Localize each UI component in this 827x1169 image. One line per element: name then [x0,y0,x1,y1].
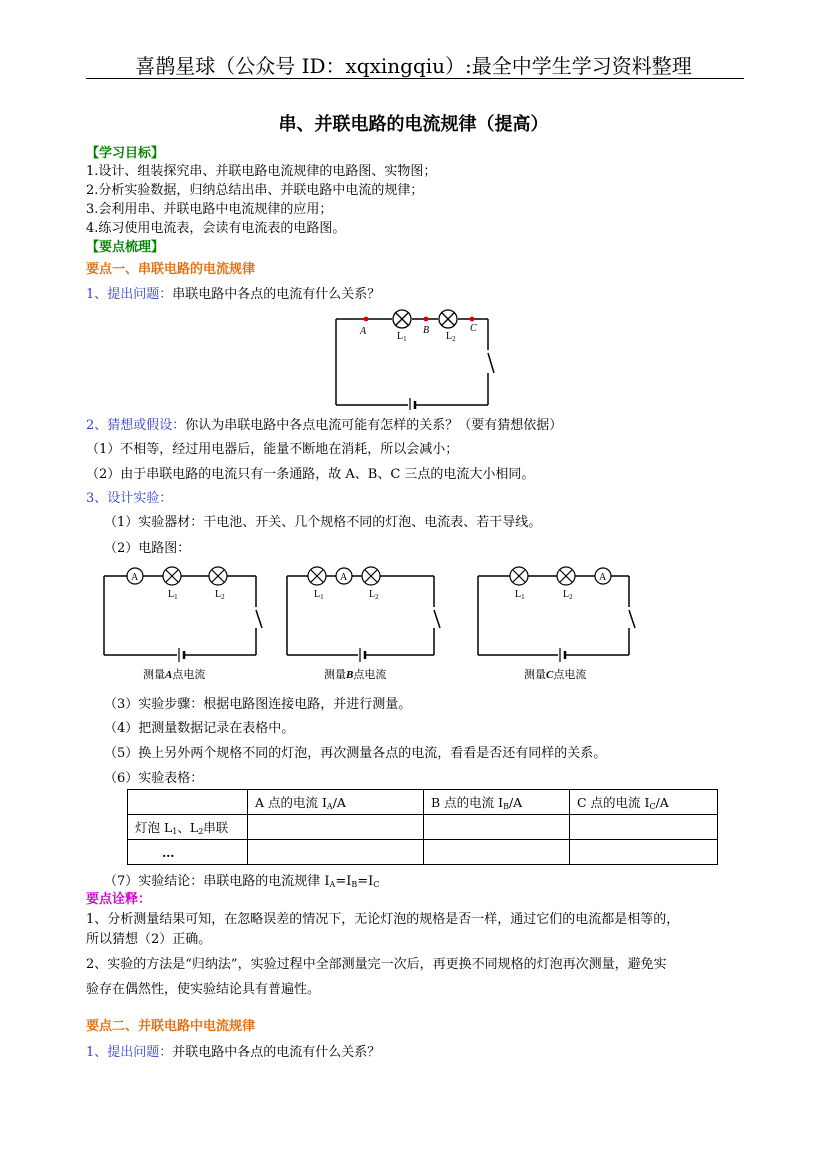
explain-2-line2: 验存在偶然性，使实验结论具有普遍性。 [86,982,321,997]
experiment-table [127,789,718,865]
label-l2: $L_2$ [446,331,456,343]
label-l1: $L_1$ [397,331,407,343]
table-cell [570,815,718,840]
circuit-measure-b [287,567,440,681]
step-4: （4）把测量数据记录在表格中。 [104,721,295,736]
ammeter-label: A [340,572,348,583]
lamp-l2-icon [362,567,380,585]
conclusion: （7）实验结论：串联电路的电流规律 $I_A=I_B=I_C$ [104,874,380,889]
table-row [128,790,718,815]
measurement-circuits-figure [95,562,740,688]
battery-icon [560,648,565,662]
equipment-text: （1）实验器材：干电池、开关、几个规格不同的灯泡、电流表、若干导线。 [104,515,542,530]
table-cell [248,840,424,865]
caption-measure-b: 测量B点电流 [324,669,387,681]
label-b: B [423,325,430,336]
point2-question1 [86,1045,380,1061]
explain-heading: 要点诠释： [86,892,152,907]
question-label: 1、提出问题： [86,1045,173,1060]
series-circuit-figure [330,305,500,410]
guess-2: （2）由于串联电路的电流只有一条通路，故 A、B、C 三点的电流大小相同。 [86,467,535,482]
header-rule [86,78,744,79]
label-a: A [360,326,367,337]
step-3: （3）实验步骤：根据电路图连接电路，并进行测量。 [104,697,412,712]
label-l2: $L_2$ [563,589,573,601]
point1-question3: 3、设计实验： [86,491,173,506]
table-cell: … [128,840,248,865]
lamp-l2-icon [439,310,457,328]
point-c-dot [470,317,475,322]
guess-1: （1）不相等，经过用电器后，能量不断地在消耗，所以会减小； [86,442,459,457]
question-label: 2、猜想或假设： [86,418,186,433]
question-text: 并联电路中各点的电流有什么关系？ [172,1045,381,1060]
keypoints-heading: 【要点梳理】 [86,240,165,255]
lamp-l2-icon [209,567,227,585]
explain-2-line1: 2、实验的方法是“归纳法”，实验过程中全部测量完一次后，再更换不同规格的灯泡再次测量，避免实 [86,957,667,972]
goal-item: 2.分析实验数据，归纳总结出串、并联电路中电流的规律； [86,183,424,198]
table-row [128,840,718,865]
goal-item: 1.设计、组装探究串、并联电路电流规律的电路图、实物图； [86,164,437,179]
question-text: 串联电路中各点的电流有什么关系？ [172,287,381,302]
table-cell: 灯泡 $L_1$、$L_2$串联 [128,815,248,840]
page-title: 串、并联电路的电流规律（提高） [278,114,549,135]
label-l2: $L_2$ [369,589,379,601]
table-cell [424,840,570,865]
point-b-dot [424,317,429,322]
table-cell [128,790,248,815]
table-cell: B 点的电流 $I_B/A$ [424,790,570,815]
lamp-l1-icon [163,567,181,585]
step-5: （5）换上另外两个规格不同的灯泡，再次测量各点的电流，看看是否还有同样的关系。 [104,746,607,761]
goals-heading: 【学习目标】 [86,146,165,161]
battery-icon [360,648,365,662]
question-label: 1、提出问题： [86,287,173,302]
explain-1-line2: 所以猜想（2）正确。 [86,932,212,947]
label-l1: $L_1$ [168,589,178,601]
circuit-measure-c [478,567,635,681]
point1-question1 [86,287,380,303]
circuit-measure-a [104,567,262,681]
caption-measure-a: 测量A点电流 [143,669,206,681]
page-header: 喜鹊星球（公众号 ID：xqxingqiu）:最全中学生学习资料整理 [135,54,692,78]
ammeter-label: A [599,572,607,583]
label-l1: $L_1$ [314,589,324,601]
goal-item: 3.会利用串、并联电路中电流规律的应用； [86,202,333,217]
ammeter-label: A [131,572,139,583]
point1-heading: 要点一、串联电路的电流规律 [86,262,256,277]
diagram-label: （2）电路图： [104,541,191,556]
point1-question2 [86,418,562,434]
table-cell [424,815,570,840]
goal-item: 4.练习使用电流表，会读有电流表的电路图。 [86,221,346,236]
table-row [128,815,718,840]
explain-1-line1: 1、分析测量结果可知，在忽略误差的情况下，无论灯泡的规格是否一样，通过它们的电流都是相等的， [86,912,680,927]
point-a-dot [364,317,369,322]
caption-measure-c: 测量C点电流 [524,669,587,681]
label-l2: $L_2$ [215,589,225,601]
label-c: C [470,323,477,334]
table-cell [570,840,718,865]
step-6: （6）实验表格： [104,771,204,786]
table-cell [248,815,424,840]
battery-icon [410,398,415,410]
table-cell: C 点的电流 $I_C/A$ [570,790,718,815]
point2-heading: 要点二、并联电路中电流规律 [86,1019,256,1034]
table-cell: A 点的电流 $I_A/A$ [248,790,424,815]
label-l1: $L_1$ [515,589,525,601]
lamp-l1-icon [393,310,411,328]
lamp-l1-icon [510,567,528,585]
lamp-l2-icon [557,567,575,585]
lamp-l1-icon [308,567,326,585]
battery-icon [179,648,184,662]
question-text: 你认为串联电路中各点电流可能有怎样的关系？（要有猜想依据） [185,418,563,433]
